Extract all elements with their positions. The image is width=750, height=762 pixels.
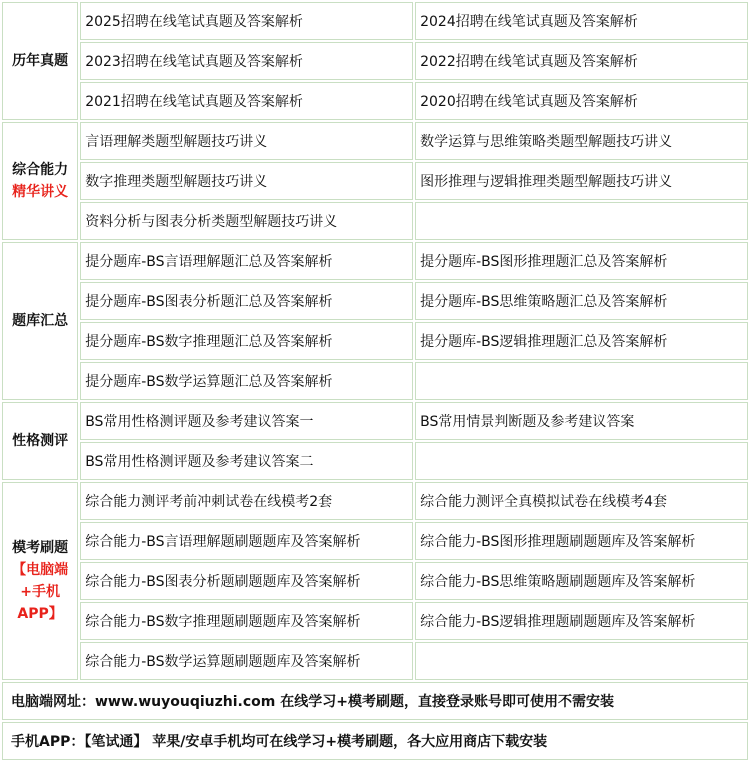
category-cell xyxy=(2,482,78,680)
table-row xyxy=(2,242,748,280)
table-row xyxy=(2,402,748,440)
resource-item[interactable]: 综合能力测评考前冲刺试卷在线模考2套 xyxy=(80,482,413,520)
resource-item[interactable]: 数学运算与思维策略类题型解题技巧讲义 xyxy=(415,122,748,160)
resource-item[interactable]: 综合能力-BS数学运算题刷题题库及答案解析 xyxy=(80,642,413,680)
resource-item[interactable]: 提分题库-BS言语理解题汇总及答案解析 xyxy=(80,242,413,280)
table-row xyxy=(2,482,748,520)
resource-item[interactable]: 2022招聘在线笔试真题及答案解析 xyxy=(415,42,748,80)
table-row xyxy=(2,722,748,760)
resource-item[interactable]: 图形推理与逻辑推理类题型解题技巧讲义 xyxy=(415,162,748,200)
resource-item[interactable]: BS常用性格测评题及参考建议答案一 xyxy=(80,402,413,440)
empty-cell xyxy=(415,642,748,680)
resource-item[interactable]: 综合能力-BS逻辑推理题刷题题库及答案解析 xyxy=(415,602,748,640)
empty-cell xyxy=(415,442,748,480)
category-cell xyxy=(2,122,78,240)
resource-item[interactable]: 综合能力测评全真模拟试卷在线模考4套 xyxy=(415,482,748,520)
resource-item[interactable]: BS常用性格测评题及参考建议答案二 xyxy=(80,442,413,480)
table-row xyxy=(2,642,748,680)
resource-item[interactable]: 数字推理类题型解题技巧讲义 xyxy=(80,162,413,200)
category-subtitle: 【电脑端+手机APP】 xyxy=(12,562,69,622)
category-cell xyxy=(2,242,78,400)
table-row xyxy=(2,602,748,640)
resource-item[interactable]: 言语理解类题型解题技巧讲义 xyxy=(80,122,413,160)
table-row xyxy=(2,202,748,240)
category-title: 综合能力 xyxy=(12,162,69,178)
table-row xyxy=(2,42,748,80)
resource-item[interactable]: 提分题库-BS数学运算题汇总及答案解析 xyxy=(80,362,413,400)
footer-app: 手机APP：【笔试通】 苹果/安卓手机均可在线学习+模考刷题，各大应用商店下载安装 xyxy=(2,722,748,760)
resource-item[interactable]: 综合能力-BS图表分析题刷题题库及答案解析 xyxy=(80,562,413,600)
resource-item[interactable]: 提分题库-BS图表分析题汇总及答案解析 xyxy=(80,282,413,320)
table-row xyxy=(2,2,748,40)
resource-item[interactable]: 综合能力-BS数字推理题刷题题库及答案解析 xyxy=(80,602,413,640)
category-cell xyxy=(2,2,78,120)
empty-cell xyxy=(415,202,748,240)
resource-item[interactable]: 综合能力-BS图形推理题刷题题库及答案解析 xyxy=(415,522,748,560)
table-row xyxy=(2,362,748,400)
resource-item[interactable]: 提分题库-BS思维策略题汇总及答案解析 xyxy=(415,282,748,320)
resource-item[interactable]: 提分题库-BS逻辑推理题汇总及答案解析 xyxy=(415,322,748,360)
empty-cell xyxy=(415,362,748,400)
category-subtitle: 精华讲义 xyxy=(12,184,69,200)
resource-item[interactable]: 2021招聘在线笔试真题及答案解析 xyxy=(80,82,413,120)
resource-item[interactable]: 2020招聘在线笔试真题及答案解析 xyxy=(415,82,748,120)
resource-item[interactable]: 提分题库-BS数字推理题汇总及答案解析 xyxy=(80,322,413,360)
table-row xyxy=(2,282,748,320)
table-row xyxy=(2,82,748,120)
category-title: 题库汇总 xyxy=(12,313,69,329)
resource-item[interactable]: BS常用情景判断题及参考建议答案 xyxy=(415,402,748,440)
resource-item[interactable]: 提分题库-BS图形推理题汇总及答案解析 xyxy=(415,242,748,280)
resource-item[interactable]: 2023招聘在线笔试真题及答案解析 xyxy=(80,42,413,80)
table-row xyxy=(2,122,748,160)
table-row xyxy=(2,682,748,720)
resource-item[interactable]: 资料分析与图表分析类题型解题技巧讲义 xyxy=(80,202,413,240)
resource-item[interactable]: 综合能力-BS思维策略题刷题题库及答案解析 xyxy=(415,562,748,600)
footer-website: 电脑端网址：www.wuyouqiuzhi.com 在线学习+模考刷题，直接登录账号即可使用不需安装 xyxy=(2,682,748,720)
category-title: 模考刷题 xyxy=(12,540,69,556)
table-row xyxy=(2,562,748,600)
category-title: 性格测评 xyxy=(12,433,69,449)
category-title: 历年真题 xyxy=(12,53,69,69)
table-row xyxy=(2,162,748,200)
resource-item[interactable]: 2025招聘在线笔试真题及答案解析 xyxy=(80,2,413,40)
table-row xyxy=(2,322,748,360)
resource-item[interactable]: 2024招聘在线笔试真题及答案解析 xyxy=(415,2,748,40)
table-row xyxy=(2,442,748,480)
resource-item[interactable]: 综合能力-BS言语理解题刷题题库及答案解析 xyxy=(80,522,413,560)
category-cell xyxy=(2,402,78,480)
table-row xyxy=(2,522,748,560)
